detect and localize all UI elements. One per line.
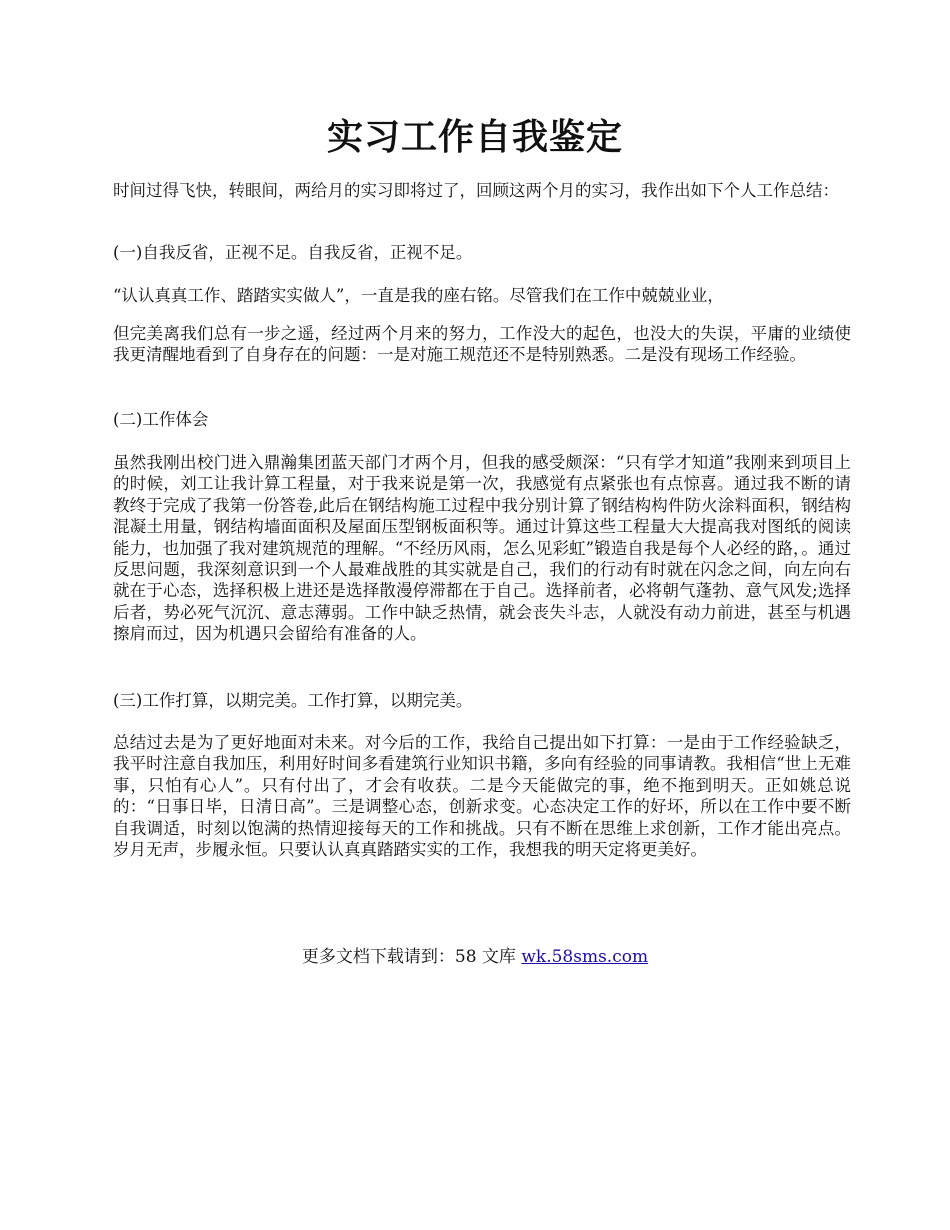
paragraph-plans: 总结过去是为了更好地面对未来。对今后的工作，我给自己提出如下打算：一是由于工作经验缺乏，我平时注意自我加压，利用好时间多看建筑行业知识书籍，多向有经验的同事请教。我相信“世上无难事，只怕有心人”。只有付出了，才会有收获。二是今天能做完的事，绝不拖到明天。正如姚总说的：“日事日毕，日清日高”。三是调整心态，创新求变。心态决定工作的好坏，所以在工作中要不断自我调适，时刻以饱满的热情迎接每天的工作和挑战。只有不断在思维上求创新，工作才能出亮点。岁月无声，步履永恒。只要认认真真踏踏实实的工作，我想我的明天定将更美好。 [113,733,851,860]
paragraph-motto: “认认真真工作、踏踏实实做人”，一直是我的座右铭。尽管我们在工作中兢兢业业， [113,286,724,305]
footer-link[interactable]: wk.58sms.com [521,947,649,967]
paragraph-intro: 时间过得飞快，转眼间，两给月的实习即将过了，回顾这两个月的实习，我作出如下个人工作总结： [113,181,839,200]
footer-text: 更多文档下载请到：58 文库 [301,947,522,967]
footer [0,945,950,969]
section-heading-3: (三)工作打算，以期完美。工作打算，以期完美。 [113,691,473,710]
paragraph-problems: 但完美离我们总有一步之遥，经过两个月来的努力，工作没大的起色，也没大的失误，平庸的业绩使我更清醒地看到了自身存在的问题：一是对施工规范还不是特别熟悉。二是没有现场工作经验。 [113,324,851,365]
section-heading-1: (一)自我反省，正视不足。自我反省，正视不足。 [113,243,473,262]
page-title: 实习工作自我鉴定 [326,116,623,158]
section-heading-2: (二)工作体会 [113,410,209,429]
paragraph-experience: 虽然我刚出校门进入鼎瀚集团蓝天部门才两个月，但我的感受颇深：“只有学才知道”我刚来到项目上的时候，刘工让我计算工程量，对于我来说是第一次，我感觉有点紧张也有点惊喜。通过我不断的请教终于完成了我第一份答卷,此后在钢结构施工过程中我分别计算了钢结构构件防火涂料面积，钢结构混凝土用量，钢结构墙面面积及屋面压型钢板面积等。通过计算这些工程量大大提高我对图纸的阅读能力，也加强了我对建筑规范的理解。“不经历风雨，怎么见彩虹”锻造自我是每个人必经的路，。通过反思问题，我深刻意识到一个人最难战胜的其实就是自己，我们的行动有时就在闪念之间，向左向右就在于心态，选择积极上进还是选择散漫停滞都在于自己。选择前者，必将朝气蓬勃、意气风发;选择后者，势必死气沉沉、意志薄弱。工作中缺乏热情，就会丧失斗志，人就没有动力前进，甚至与机遇擦肩而过，因为机遇只会留给有准备的人。 [113,453,851,644]
